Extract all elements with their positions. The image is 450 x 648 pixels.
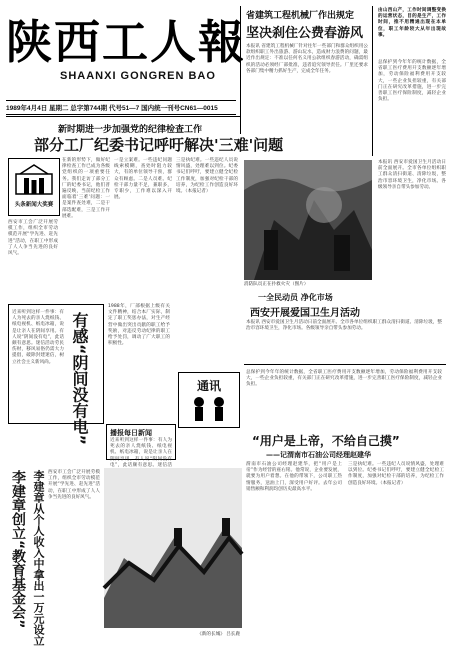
top-article-kicker: 省建筑工程机械厂作出规定: [246, 11, 355, 21]
fire-body: 本报讯 西安市爱国卫生月活动日前全面展开。全市各单位组织职工群众清扫街道、清除垃圾，整治市容环境卫生，净化市场。各级领导亲自带头参加劳动。: [246, 320, 442, 332]
lead-body-left: 西安市工会广泛开展劳模工作，组织全市劳动模范开展“学先进、赶先进”活动，在职工中形成了人人争当先进的良好风气。: [8, 220, 58, 257]
fire-body-right: 本报讯 西安市爱国卫生月活动日前全面展开。全市各单位组织职工群众清扫街道、清除垃圾，整治市容环境卫生，净化市场。各级领导亲自带头参加劳动。: [378, 160, 446, 190]
li-main-vertical: 李建章创立“教育基金会”: [10, 470, 26, 629]
lead-body-col2: 一是立案难。一些违纪问题线索模糊，查处时阻力较大，有的单位领导干预，群众有顾虑。二是人员难。纪检干部力量不足，兼职多，专职少，工作难以深入开展。: [114, 158, 172, 201]
masthead-pinyin: SHAANXI GONGREN BAO: [60, 70, 216, 82]
bottom-right-headline: “用户是上帝，不给自己摸”: [252, 434, 400, 448]
top-right-body: 总保护到今年年的统计数据，全省职工医疗费用开支数额逐年增加，劳动保险福利费用开支较大，一些企业负担较重，有关部门正在研究改革措施，进一步完善职工医疗保险制度，减轻企业负担。: [378, 60, 446, 103]
commentary-continued: 1988年，厂部根据上级有关文件精神，结合本厂实际，制定了职工奖惩办法，对生产经营中做出突出贡献的职工给予奖励，对违反劳动纪律的职工给予处罚，调动了广大职工的积极性。: [108, 304, 170, 347]
bottom-right-body-col2: 三是执纪难。一些违纪人员说情风盛，处理难以到位。纪委书记们呼吁，要建立健全纪检工作制度，加强对纪检干部的培养，为纪检工作创造良好环境。（本报记者）: [348, 462, 444, 486]
fire-photo-caption: 消防队员正在扑救火灾（图片）: [244, 282, 309, 287]
bottom-right-subhead: ——记渭南市石油公司经理赵建华: [266, 451, 371, 459]
li-title-vertical: 李建章从个人收入中拿出一万元设立: [32, 470, 45, 646]
great-wall-caption: 《新的长城》 吕长鹿: [197, 632, 240, 637]
top-right-sidebar: 由山西山产，工作时间调整变换的运营状态，目的是生产，工作时间，推不用精通出现在本单位，职工年龄较大从年出现故事。: [378, 8, 446, 38]
section-rule: [6, 116, 240, 117]
dateline: 1989年4月4日 星期二 总字第744期 代号51—7 国内统一刊号CN61—0015: [6, 100, 236, 115]
section-rule: [244, 364, 446, 365]
lead-kicker: 新时期进一步加强党的纪律检查工作: [58, 125, 203, 135]
commentary-body: 近来听到这样一件事：有人为死去的亲人烧纸钱、纸电视机、纸电冰箱，说是让亲人在阴间享用。有人说“阴间没有电”，此话颇有意思。迷信活动劳民伤财，移风易俗仍需大力提倡，破除封建迷信，树立社会主义新风尚。: [12, 310, 64, 365]
news-brief-title: 播报每日新闻: [110, 429, 152, 437]
commentary-title: 有感“阴间没有电”: [70, 312, 89, 446]
bottom-right-intro: 总保护到今年年的统计数据，全省职工医疗费用开支数额逐年增加，劳动保险福利费用开支较大，一些企业负担较重，有关部门正在研究改革措施，进一步完善职工医疗保险制度，减轻企业负担。: [246, 370, 442, 388]
contest-logo-label: 头条新闻大奖赛: [14, 202, 54, 208]
top-article-headline: 坚决刹住公费春游风: [246, 26, 364, 41]
fire-photo: [244, 160, 372, 280]
lead-body-col3: 三是执纪难。一些违纪人员说情风盛，处理难以到位。纪委书记们呼吁，要建立健全纪检工作制度，加强对纪检干部的培养，为纪检工作创造良好环境。（本报记者）: [176, 158, 238, 195]
gate-emblem-icon: [14, 162, 54, 196]
fire-subhead: 西安开展爱国卫生月活动: [250, 308, 360, 319]
brand-box: [178, 372, 240, 428]
li-body: 西安市工会广泛开展劳模工作，组织全市劳动模范开展“学先进、赶先进”活动，在职工中形成了人人争当先进的良好风气。: [48, 470, 100, 500]
great-wall-image: [104, 468, 242, 628]
news-brief-body: 近来听到这样一件事：有人为死去的亲人烧纸钱、纸电视机、纸电冰箱，说是让亲人在阴间享用。有人说“阴间没有电”，此话颇有意思。迷信活: [110, 438, 172, 468]
lead-headline: 部分工厂纪委书记呼吁解决'三难'问题: [34, 136, 284, 154]
column-divider: [372, 6, 373, 156]
column-divider: [240, 6, 241, 134]
top-article-body: 本报讯 省建筑工程机械厂针对往年一些部门和群众组织用公款组织职工外出旅游、游山玩水，造成财力浪费的问题，最近作出规定：不准以任何名义用公款组织春游活动，确需组织的活动必须经厂部批准，违者追究领导责任。厂里还要求各部门集中精力抓好生产，完成全年任务。: [246, 44, 368, 74]
great-wall-photo: [104, 468, 242, 628]
lead-body-col1: 在新的形势下，做好纪律检查工作已成为各级党组织的一项重要任务。我们走访了部分工厂的纪委书记，他们普遍反映，当前纪检工作面临着'三难'问题：一是案件查处难，二是干部选配难，三是工作开展难。: [62, 158, 110, 219]
bottom-right-body-col1: 渭南市石油公司经理赵建华，把“用户是上帝”作为经营的座右铭。他常说，企业要发展，就要为用户着想。在他的带领下，公司职工热情服务，送油上门，深受用户好评。去年公司销售额和利润均创历史最高水平。: [246, 462, 342, 492]
fire-headline: 一全民动员 净化市场: [258, 293, 333, 302]
contest-logo: [8, 158, 60, 216]
figure-icon: [187, 394, 231, 422]
brand-label: 通讯: [196, 379, 221, 393]
masthead-title: 陕西工人報: [6, 15, 246, 69]
fire-scene-image: [244, 160, 372, 280]
